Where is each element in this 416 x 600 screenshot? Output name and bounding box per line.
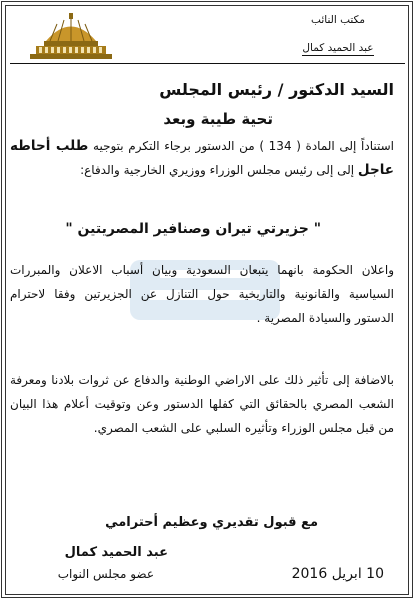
office-name: عبد الحميد كمال xyxy=(302,42,374,54)
office-title: مكتب النائب xyxy=(311,14,365,26)
closing-line: مع قبول تقديري وعظيم أحترامي xyxy=(105,515,318,530)
paragraph-request-part1: استناداً إلى المادة ( 134 ) من الدستور برجاء التكرم بتوجيه xyxy=(88,139,394,153)
paragraph-request xyxy=(10,134,394,182)
paragraph-announcement: واعلان الحكومة بانهما يتبعان السعودية وبيان أسباب الاعلان والمبررات السياسية والقانونية والتاريخية حول التنازل عن الجزيرتين وفقا لاحترام الدستور والسيادة المصرية . xyxy=(10,263,394,325)
parliament-dome-emblem xyxy=(26,10,116,62)
signer-role: عضو مجلس النواب xyxy=(57,567,154,581)
signer-name: عبد الحميد كمال xyxy=(64,545,168,560)
header-divider xyxy=(10,63,405,64)
paragraph-request-part2: إلى إلى رئيس مجلس الوزراء ووزيري الخارجية والدفاع: xyxy=(80,163,358,177)
salutation: السيد الدكتور / رئيس المجلس xyxy=(159,80,394,99)
request-type: طلب أحاطه عاجل xyxy=(10,138,394,178)
subject-line: " جزيرتي تيران وصنافير المصريتين " xyxy=(65,221,321,237)
letter-date: 10 ابريل 2016 xyxy=(291,566,384,582)
paragraph-impact: بالاضافة إلى تأثير ذلك على الاراضي الوطنية والدفاع عن ثروات بلادنا ومعرفة الشعب المصري بالحقائق التي كفلها الدستور وعن وتوقيت أعلام هذا البيان من قبل مجلس الوزراء وتأثيره السلبي على الشعب المصري. xyxy=(10,373,394,435)
greeting: تحية طيبة وبعد xyxy=(163,110,273,128)
